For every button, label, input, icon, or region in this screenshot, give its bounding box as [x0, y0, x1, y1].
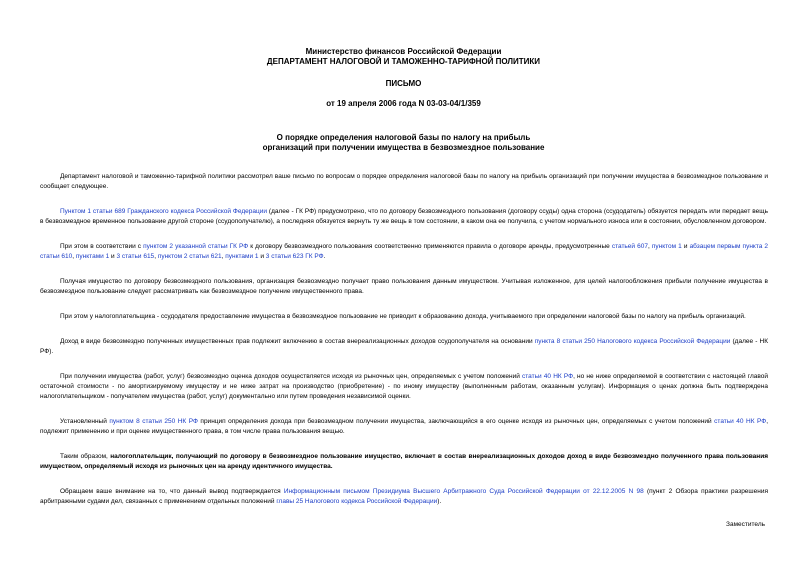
document-date-number: от 19 апреля 2006 года N 03-03-04/1/359	[326, 99, 481, 108]
conclusion-bold: налогоплательщик, получающий по договору в безвозмездное пользование имущество, включает в состав внереализационных доходов доход в виде безвозмездно полученного права пользования имуществом, определяемый исходя из рыночных цен на аренду идентичного имущества.	[40, 453, 769, 470]
link-nk-ch25[interactable]: главы 25 Налогового кодекса Российской Федерации	[276, 498, 438, 505]
document-body	[40, 172, 768, 522]
paragraph-market-prices: При получении имущества (работ, услуг) безвозмездно оценка доходов осуществляется исходя из рыночных цен, определяемых с учетом положений статьи 40 НК РФ, но не ниже определяемой в соответствии с настоящей главой остаточной стоимости - по амортизируемому имуществу и не ниже затрат на производство (приобретение) - по иному имуществу (выполненным работам, оказанным услугам). Информация о ценах должна быть подтверждена налогоплательщиком - получателем имущества (работ, услуг) документально или путем проведения независимой оценки.	[40, 373, 769, 400]
paragraph-valuation-principle: Установленный пунктом 8 статьи 250 НК РФ принцип определения дохода при безвозмездном получении имущества, заключающийся в его оценке исходя из рыночных цен, определяемых с учетом положений статьи 40 НК РФ, подлежит применению и при оценке имущественного права, в том числе права пользования вещью.	[40, 418, 769, 435]
link-gk-689[interactable]: Пунктом 1 статьи 689 Гражданского кодекса Российской Федерации	[60, 208, 267, 215]
document-type: ПИСЬМО	[385, 79, 422, 88]
link-gk-689-p2[interactable]: пунктом 2 указанной статьи ГК РФ	[143, 243, 249, 250]
paragraph-property-right: Получая имущество по договору безвозмездного пользования, организация безвозмездно получает право пользования данным имуществом. Учитывая изложенное, для целей налогообложения прибыли получение имущества в безвозмездное пользование следует рассматривать как безвозмездное получение имущественного права.	[40, 278, 768, 295]
paragraph-gk-689: Пунктом 1 статьи 689 Гражданского кодекса Российской Федерации (далее - ГК РФ) предусмотрено, что по договору безвозмездного пользования (договору ссуды) одна сторона (ссудодатель) обязуется передать или передает вещь в безвозмездное временное пользование другой стороне (ссудополучателю), а последняя обязуется вернуть ту же вещь в том состоянии, в каком она ее получила, с учетом нормального износа или в состоянии, обусловленном договором.	[40, 208, 768, 225]
link-nk-40[interactable]: статьи 40 НК РФ	[522, 373, 574, 380]
link-vas-letter[interactable]: Информационным письмом Президиума Высшего Арбитражного Суда Российской Федерации от 22.12.2005 N 98	[283, 488, 644, 495]
paragraph-intro: Департамент налоговой и таможенно-тарифной политики рассмотрел ваше письмо по вопросам о порядке определения налоговой базы по налогу на прибыль организаций при получении имущества в безвозмездное пользование и сообщает следующее.	[40, 173, 768, 190]
link-points-1-623[interactable]: пунктами 1	[225, 253, 259, 260]
document-title-line1: О порядке определения налоговой базы по налогу на прибыль	[276, 133, 531, 142]
paragraph-nonoperating-income: Доход в виде безвозмездно полученных имущественных прав подлежит включению в состав внереализационных доходов ссудополучателя на основании пункта 8 статьи 250 Налогового кодекса Российской Федерации (далее - НК РФ).	[40, 338, 768, 355]
link-nk-40-2[interactable]: статьи 40 НК РФ	[714, 418, 767, 425]
link-points-1[interactable]: пунктами 1	[75, 253, 110, 260]
ministry-name: Министерство финансов Российской Федерации	[305, 47, 502, 56]
link-art-607[interactable]: статьей 607	[611, 243, 648, 250]
document-title-line2: организаций при получении имущества в безвозмездное пользование	[262, 143, 545, 152]
link-art-623[interactable]: 3 статьи 623 ГК РФ	[265, 253, 324, 260]
paragraph-arbitrage: Обращаем ваше внимание на то, что данный вывод подтверждается Информационным письмом Президиума Высшего Арбитражного Суда Российской Федерации от 22.12.2005 N 98 (пункт 2 Обзора практики разрешения арбитражными судами дел, связанных с применением отдельных положений главы 25 Налогового кодекса Российской Федерации).	[40, 488, 768, 505]
signature-label: Заместитель	[726, 521, 765, 528]
link-art-615[interactable]: 3 статьи 615	[116, 253, 155, 260]
link-nk-250[interactable]: пункта 8 статьи 250 Налогового кодекса Российской Федерации	[534, 338, 731, 345]
link-nk-250-p8[interactable]: пунктом 8 статьи 250 НК РФ	[109, 418, 198, 425]
link-point-1[interactable]: пунктом 1	[651, 243, 682, 250]
link-art-610[interactable]: абзацем первым пункта 2 статьи 610	[40, 243, 769, 260]
department-name: ДЕПАРТАМЕНТ НАЛОГОВОЙ И ТАМОЖЕННО-ТАРИФНОЙ ПОЛИТИКИ	[266, 57, 541, 66]
paragraph-lender: При этом у налогоплательщика - ссудодателя предоставление имущества в безвозмездное пользование не приводит к образованию дохода, учитываемого при определении налоговой базы по налогу на прибыль организаций.	[60, 313, 746, 320]
link-art-621[interactable]: пунктом 2 статьи 621	[157, 253, 222, 260]
paragraph-lease-rules: При этом в соответствии с пунктом 2 указанной статьи ГК РФ к договору безвозмездного пользования соответственно применяются правила о договоре аренды, предусмотренные статьей 607, пунктом 1 и абзацем первым пункта 2 статьи 610, пунктами 1 и 3 статьи 615, пунктом 2 статьи 621, пунктами 1 и 3 статьи 623 ГК РФ.	[40, 243, 769, 260]
paragraph-conclusion: Таким образом, налогоплательщик, получающий по договору в безвозмездное пользование имущество, включает в состав внереализационных доходов доход в виде безвозмездно полученного права пользования имуществом, определяемый исходя из рыночных цен на аренду идентичного имущества.	[40, 453, 769, 470]
